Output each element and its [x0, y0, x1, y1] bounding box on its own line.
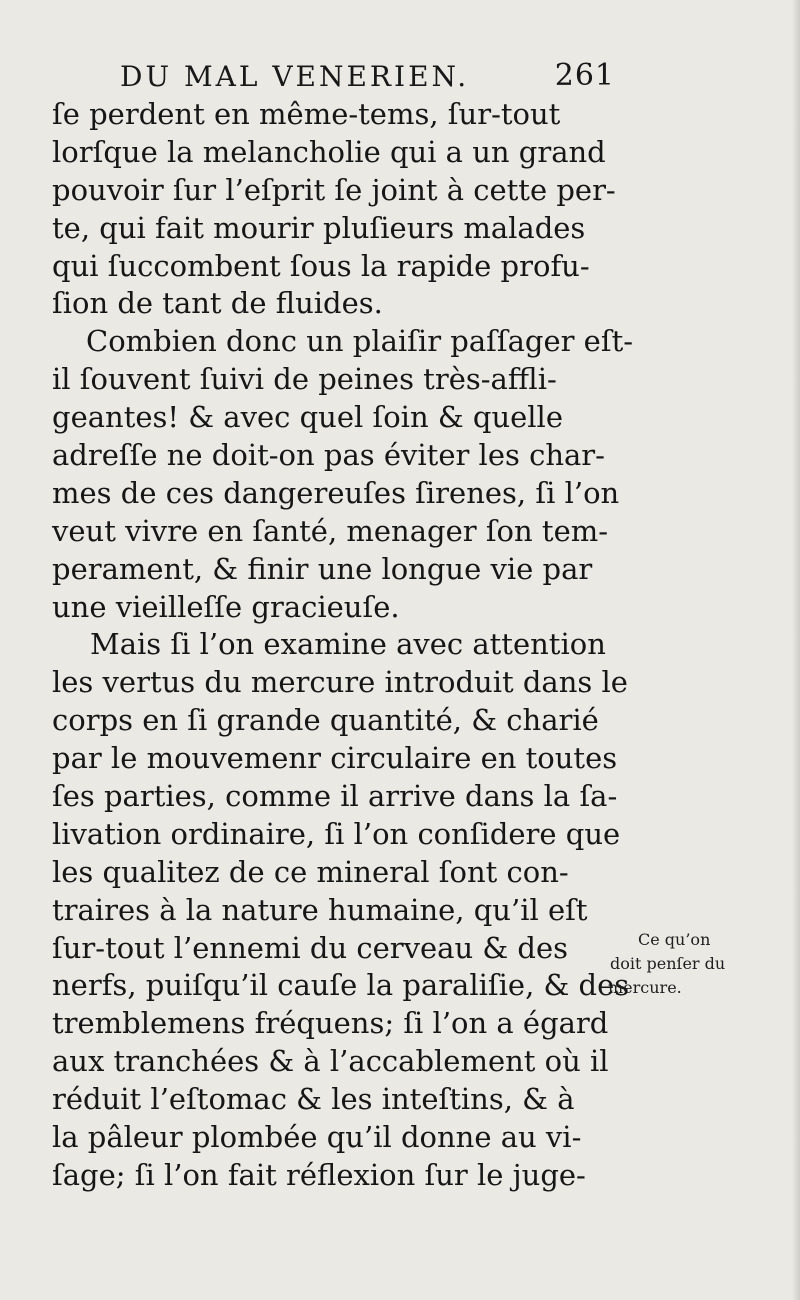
text-line: aux tranchées & à l’accablement où il — [52, 1044, 609, 1079]
text-line: te, qui fait mourir pluſieurs malades — [52, 210, 586, 245]
margin-note-line: Ce qu’on — [638, 930, 711, 949]
text-line: les vertus du mercure introduit dans le — [52, 665, 628, 700]
text-line: perament, & finir une longue vie par — [52, 551, 593, 586]
text-line: mes de ces dangereuſes ſirenes, ſi l’on — [52, 475, 620, 510]
page-edge-shadow — [792, 0, 800, 1300]
text-line: traires à la nature humaine, qu’il eſt — [52, 892, 588, 927]
text-line: veut vivre en ſanté, menager ſon tem- — [52, 513, 609, 548]
text-line: une vieilleſſe gracieuſe. — [52, 589, 400, 624]
text-line: geantes! & avec quel ſoin & quelle — [52, 400, 563, 435]
text-line: ſur-tout l’ennemi du cerveau & des — [52, 930, 568, 965]
text-line: pouvoir ſur l’eſprit ſe joint à cette per- — [52, 172, 616, 207]
page-header — [120, 52, 615, 102]
running-head: DU MAL VENERIEN. — [120, 60, 470, 93]
margin-note — [606, 928, 766, 1000]
text-line: lorſque la melancholie qui a un grand — [52, 134, 606, 169]
text-line: ſes parties, comme il arrive dans la ſa- — [52, 779, 618, 814]
text-line: réduit l’eſtomac & les inteſtins, & à — [52, 1082, 575, 1117]
body-text — [52, 96, 634, 1195]
text-line: Mais ſi l’on examine avec attention — [90, 627, 606, 662]
text-line: ſe perdent en même-tems, ſur-tout — [52, 97, 561, 131]
text-line: Combien donc un plaiſir paſſager eſt- — [86, 324, 634, 359]
text-line: qui ſuccombent ſous la rapide profu- — [52, 248, 590, 283]
text-line: nerfs, puiſqu’il cauſe la paraliſie, & des — [52, 968, 630, 1003]
text-line: il ſouvent ſuivi de peines très-affli- — [52, 362, 557, 397]
margin-note-line: doit penſer du — [610, 954, 726, 973]
margin-note-line: mercure. — [608, 978, 682, 997]
text-line: la pâleur plombée qu’il donne au vi- — [52, 1120, 582, 1155]
text-line: ſage; ſi l’on fait réflexion ſur le juge- — [52, 1157, 586, 1192]
text-line: corps en ſi grande quantité, & charié — [52, 703, 599, 738]
text-line: livation ordinaire, ſi l’on conſidere que — [52, 816, 621, 851]
text-line: par le mouvemenr circulaire en toutes — [52, 741, 618, 776]
text-line: les qualitez de ce mineral ſont con- — [52, 854, 569, 889]
text-line: ſion de tant de fluides. — [52, 286, 383, 321]
text-line: tremblemens fréquens; ſi l’on a égard — [52, 1006, 609, 1041]
text-line: adreſſe ne doit-on pas éviter les char- — [52, 438, 605, 473]
page-number: 261 — [554, 58, 615, 93]
